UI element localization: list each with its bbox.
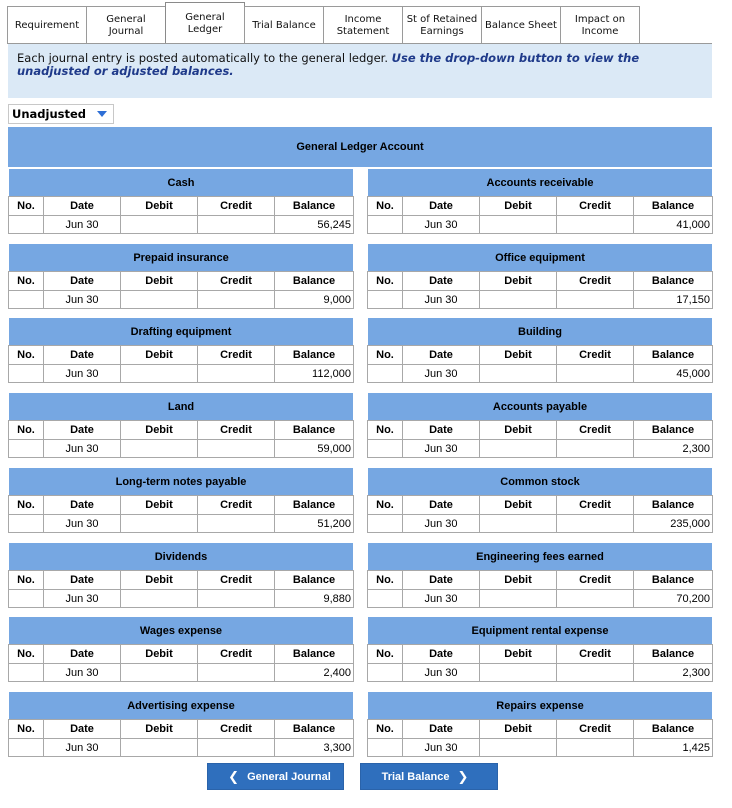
cell-date: Jun 30 — [44, 515, 121, 533]
account-title: Dividends — [8, 543, 353, 570]
col-balance: Balance — [275, 496, 354, 515]
col-credit: Credit — [557, 197, 634, 216]
cell-date: Jun 30 — [44, 291, 121, 309]
table-row — [9, 216, 354, 234]
account-table — [8, 495, 354, 533]
cell-date: Jun 30 — [403, 664, 480, 682]
col-credit: Credit — [198, 720, 275, 739]
cell-balance: 112,000 — [275, 365, 354, 383]
ledger-account — [8, 393, 353, 458]
col-balance: Balance — [634, 272, 713, 291]
col-balance: Balance — [634, 197, 713, 216]
col-date: Date — [403, 197, 480, 216]
cell-debit — [121, 440, 198, 458]
account-table — [367, 644, 713, 682]
account-title: Equipment rental expense — [367, 617, 712, 644]
col-balance: Balance — [634, 645, 713, 664]
cell-debit — [480, 440, 557, 458]
cell-debit — [480, 216, 557, 234]
cell-balance: 235,000 — [634, 515, 713, 533]
col-no: No. — [368, 571, 403, 590]
table-row — [368, 216, 713, 234]
ledger-account — [8, 244, 353, 309]
ledger-account — [8, 318, 353, 383]
ledger-account — [367, 244, 712, 309]
col-credit: Credit — [557, 720, 634, 739]
cell-credit — [557, 515, 634, 533]
cell-debit — [121, 216, 198, 234]
table-row — [368, 291, 713, 309]
cell-credit — [198, 291, 275, 309]
account-title: Prepaid insurance — [8, 244, 353, 271]
table-row — [368, 365, 713, 383]
cell-no — [368, 515, 403, 533]
cell-balance: 41,000 — [634, 216, 713, 234]
col-no: No. — [368, 720, 403, 739]
col-credit: Credit — [557, 346, 634, 365]
col-no: No. — [9, 421, 44, 440]
account-title: Office equipment — [367, 244, 712, 271]
col-date: Date — [44, 645, 121, 664]
col-date: Date — [44, 496, 121, 515]
col-no: No. — [368, 496, 403, 515]
col-debit: Debit — [121, 720, 198, 739]
cell-date: Jun 30 — [44, 216, 121, 234]
col-credit: Credit — [557, 272, 634, 291]
cell-no — [9, 664, 44, 682]
ledger-account — [367, 692, 712, 757]
col-balance: Balance — [275, 346, 354, 365]
account-title: Engineering fees earned — [367, 543, 712, 570]
ledger-account — [8, 169, 353, 234]
col-date: Date — [44, 571, 121, 590]
col-no: No. — [9, 346, 44, 365]
col-balance: Balance — [275, 720, 354, 739]
col-debit: Debit — [480, 272, 557, 291]
col-no: No. — [9, 720, 44, 739]
col-debit: Debit — [121, 421, 198, 440]
col-date: Date — [44, 346, 121, 365]
account-table — [367, 271, 713, 309]
cell-debit — [480, 664, 557, 682]
col-balance: Balance — [634, 720, 713, 739]
col-no: No. — [368, 272, 403, 291]
chevron-left-icon: ❮ — [228, 768, 240, 784]
ledger-account — [8, 543, 353, 608]
table-row — [368, 739, 713, 757]
col-no: No. — [368, 346, 403, 365]
ledger-account — [367, 169, 712, 234]
cell-balance: 9,000 — [275, 291, 354, 309]
cell-no — [368, 291, 403, 309]
cell-debit — [480, 590, 557, 608]
col-date: Date — [403, 720, 480, 739]
col-no: No. — [9, 645, 44, 664]
account-table — [8, 719, 354, 757]
col-credit: Credit — [198, 571, 275, 590]
account-table — [367, 719, 713, 757]
account-table — [8, 644, 354, 682]
cell-date: Jun 30 — [403, 739, 480, 757]
col-balance: Balance — [634, 571, 713, 590]
cell-balance: 17,150 — [634, 291, 713, 309]
col-no: No. — [9, 571, 44, 590]
col-debit: Debit — [480, 720, 557, 739]
col-debit: Debit — [480, 496, 557, 515]
cell-balance: 2,300 — [634, 440, 713, 458]
col-debit: Debit — [121, 496, 198, 515]
col-balance: Balance — [634, 421, 713, 440]
col-debit: Debit — [480, 645, 557, 664]
col-credit: Credit — [557, 645, 634, 664]
account-table — [367, 495, 713, 533]
col-debit: Debit — [121, 571, 198, 590]
cell-date: Jun 30 — [403, 291, 480, 309]
col-date: Date — [44, 272, 121, 291]
cell-balance: 9,880 — [275, 590, 354, 608]
col-balance: Balance — [275, 645, 354, 664]
instruction-box — [8, 44, 712, 98]
cell-date: Jun 30 — [403, 440, 480, 458]
account-table — [8, 420, 354, 458]
col-debit: Debit — [480, 346, 557, 365]
col-credit: Credit — [198, 421, 275, 440]
table-row — [9, 365, 354, 383]
col-date: Date — [44, 720, 121, 739]
account-title: Building — [367, 318, 712, 345]
cell-date: Jun 30 — [403, 515, 480, 533]
cell-date: Jun 30 — [44, 739, 121, 757]
cell-credit — [198, 440, 275, 458]
cell-no — [9, 515, 44, 533]
cell-debit — [121, 291, 198, 309]
col-credit: Credit — [557, 496, 634, 515]
col-date: Date — [44, 421, 121, 440]
tab-general-ledger[interactable]: General Ledger — [165, 2, 245, 44]
cell-debit — [121, 515, 198, 533]
table-row — [9, 664, 354, 682]
tab-general-journal[interactable]: General Journal — [86, 6, 166, 44]
tab-trial-balance[interactable]: Trial Balance — [244, 6, 324, 44]
ledger-account — [367, 543, 712, 608]
cell-credit — [198, 590, 275, 608]
table-row — [368, 590, 713, 608]
cell-balance: 51,200 — [275, 515, 354, 533]
account-table — [8, 271, 354, 309]
col-debit: Debit — [121, 272, 198, 291]
tab-balance-sheet[interactable]: Balance Sheet — [481, 6, 561, 44]
tab-requirement[interactable]: Requirement — [7, 6, 87, 44]
cell-no — [9, 365, 44, 383]
ledger-account — [367, 468, 712, 533]
col-balance: Balance — [275, 571, 354, 590]
col-credit: Credit — [198, 346, 275, 365]
col-credit: Credit — [198, 197, 275, 216]
col-date: Date — [403, 645, 480, 664]
cell-no — [9, 216, 44, 234]
cell-no — [9, 291, 44, 309]
cell-debit — [480, 739, 557, 757]
account-title: Repairs expense — [367, 692, 712, 719]
ledger-title: General Ledger Account — [8, 127, 712, 167]
cell-no — [368, 365, 403, 383]
account-title: Accounts receivable — [367, 169, 712, 196]
col-date: Date — [403, 272, 480, 291]
account-title: Cash — [8, 169, 353, 196]
col-date: Date — [44, 197, 121, 216]
table-row — [368, 664, 713, 682]
cell-credit — [198, 216, 275, 234]
cell-balance: 59,000 — [275, 440, 354, 458]
balance-type-dropdown[interactable] — [8, 104, 114, 124]
cell-no — [368, 440, 403, 458]
table-row — [9, 739, 354, 757]
cell-debit — [121, 365, 198, 383]
prev-general-journal-button[interactable] — [207, 763, 344, 790]
cell-credit — [198, 739, 275, 757]
next-button-label: Trial Balance — [381, 770, 450, 783]
cell-balance: 56,245 — [275, 216, 354, 234]
chevron-down-icon[interactable] — [97, 111, 107, 117]
ledger-account — [367, 393, 712, 458]
cell-date: Jun 30 — [44, 440, 121, 458]
table-row — [368, 515, 713, 533]
cell-debit — [480, 291, 557, 309]
account-table — [367, 345, 713, 383]
col-date: Date — [403, 346, 480, 365]
cell-no — [368, 664, 403, 682]
cell-balance: 70,200 — [634, 590, 713, 608]
account-title: Land — [8, 393, 353, 420]
cell-credit — [557, 216, 634, 234]
cell-credit — [557, 291, 634, 309]
cell-balance: 2,300 — [634, 664, 713, 682]
cell-no — [368, 590, 403, 608]
cell-credit — [557, 664, 634, 682]
account-title: Drafting equipment — [8, 318, 353, 345]
col-date: Date — [403, 571, 480, 590]
col-date: Date — [403, 421, 480, 440]
cell-no — [9, 739, 44, 757]
table-row — [9, 515, 354, 533]
account-table — [8, 196, 354, 234]
table-row — [368, 440, 713, 458]
cell-no — [368, 216, 403, 234]
cell-credit — [198, 515, 275, 533]
col-no: No. — [368, 645, 403, 664]
cell-credit — [557, 440, 634, 458]
ledger-account — [367, 318, 712, 383]
account-title: Advertising expense — [8, 692, 353, 719]
col-balance: Balance — [634, 496, 713, 515]
account-table — [367, 196, 713, 234]
col-credit: Credit — [198, 645, 275, 664]
col-balance: Balance — [275, 272, 354, 291]
col-debit: Debit — [480, 571, 557, 590]
account-title: Wages expense — [8, 617, 353, 644]
cell-debit — [121, 739, 198, 757]
cell-date: Jun 30 — [403, 365, 480, 383]
cell-date: Jun 30 — [44, 365, 121, 383]
dropdown-selected-value: Unadjusted — [12, 107, 87, 121]
cell-balance: 3,300 — [275, 739, 354, 757]
col-debit: Debit — [121, 645, 198, 664]
tab-retained-earnings[interactable]: St of Retained Earnings — [402, 6, 482, 44]
col-credit: Credit — [198, 272, 275, 291]
cell-date: Jun 30 — [403, 590, 480, 608]
cell-credit — [557, 590, 634, 608]
col-credit: Credit — [557, 571, 634, 590]
col-debit: Debit — [121, 346, 198, 365]
col-no: No. — [9, 496, 44, 515]
col-balance: Balance — [634, 346, 713, 365]
ledger-account — [8, 468, 353, 533]
account-table — [367, 420, 713, 458]
col-balance: Balance — [275, 197, 354, 216]
table-row — [9, 291, 354, 309]
cell-credit — [557, 739, 634, 757]
col-no: No. — [9, 272, 44, 291]
cell-date: Jun 30 — [44, 664, 121, 682]
account-table — [8, 570, 354, 608]
col-debit: Debit — [480, 197, 557, 216]
table-row — [9, 590, 354, 608]
prev-button-label: General Journal — [247, 770, 331, 783]
instruction-text: Each journal entry is posted automatically to the general ledger. — [17, 51, 389, 65]
account-title: Common stock — [367, 468, 712, 495]
tab-bar — [8, 2, 640, 44]
col-no: No. — [368, 421, 403, 440]
ledger-account — [367, 617, 712, 682]
col-no: No. — [9, 197, 44, 216]
cell-date: Jun 30 — [44, 590, 121, 608]
instruction-emphasis: Use the drop-down button to view the unadjusted or adjusted balances. — [17, 51, 640, 78]
col-no: No. — [368, 197, 403, 216]
cell-credit — [198, 664, 275, 682]
cell-balance: 45,000 — [634, 365, 713, 383]
ledger-account — [8, 617, 353, 682]
cell-no — [368, 739, 403, 757]
table-row — [9, 440, 354, 458]
cell-debit — [480, 365, 557, 383]
cell-no — [9, 440, 44, 458]
cell-debit — [121, 664, 198, 682]
col-balance: Balance — [275, 421, 354, 440]
cell-debit — [121, 590, 198, 608]
col-credit: Credit — [198, 496, 275, 515]
account-table — [8, 345, 354, 383]
account-title: Long-term notes payable — [8, 468, 353, 495]
cell-no — [9, 590, 44, 608]
col-debit: Debit — [121, 197, 198, 216]
col-credit: Credit — [557, 421, 634, 440]
cell-balance: 1,425 — [634, 739, 713, 757]
account-title: Accounts payable — [367, 393, 712, 420]
tab-income-statement[interactable]: Income Statement — [323, 6, 403, 44]
account-table — [367, 570, 713, 608]
cell-balance: 2,400 — [275, 664, 354, 682]
cell-debit — [480, 515, 557, 533]
cell-date: Jun 30 — [403, 216, 480, 234]
ledger-account — [8, 692, 353, 757]
col-date: Date — [403, 496, 480, 515]
tab-impact-on-income[interactable]: Impact on Income — [560, 6, 640, 44]
col-debit: Debit — [480, 421, 557, 440]
next-trial-balance-button[interactable] — [360, 763, 498, 790]
cell-credit — [557, 365, 634, 383]
cell-credit — [198, 365, 275, 383]
chevron-right-icon: ❯ — [457, 768, 469, 784]
